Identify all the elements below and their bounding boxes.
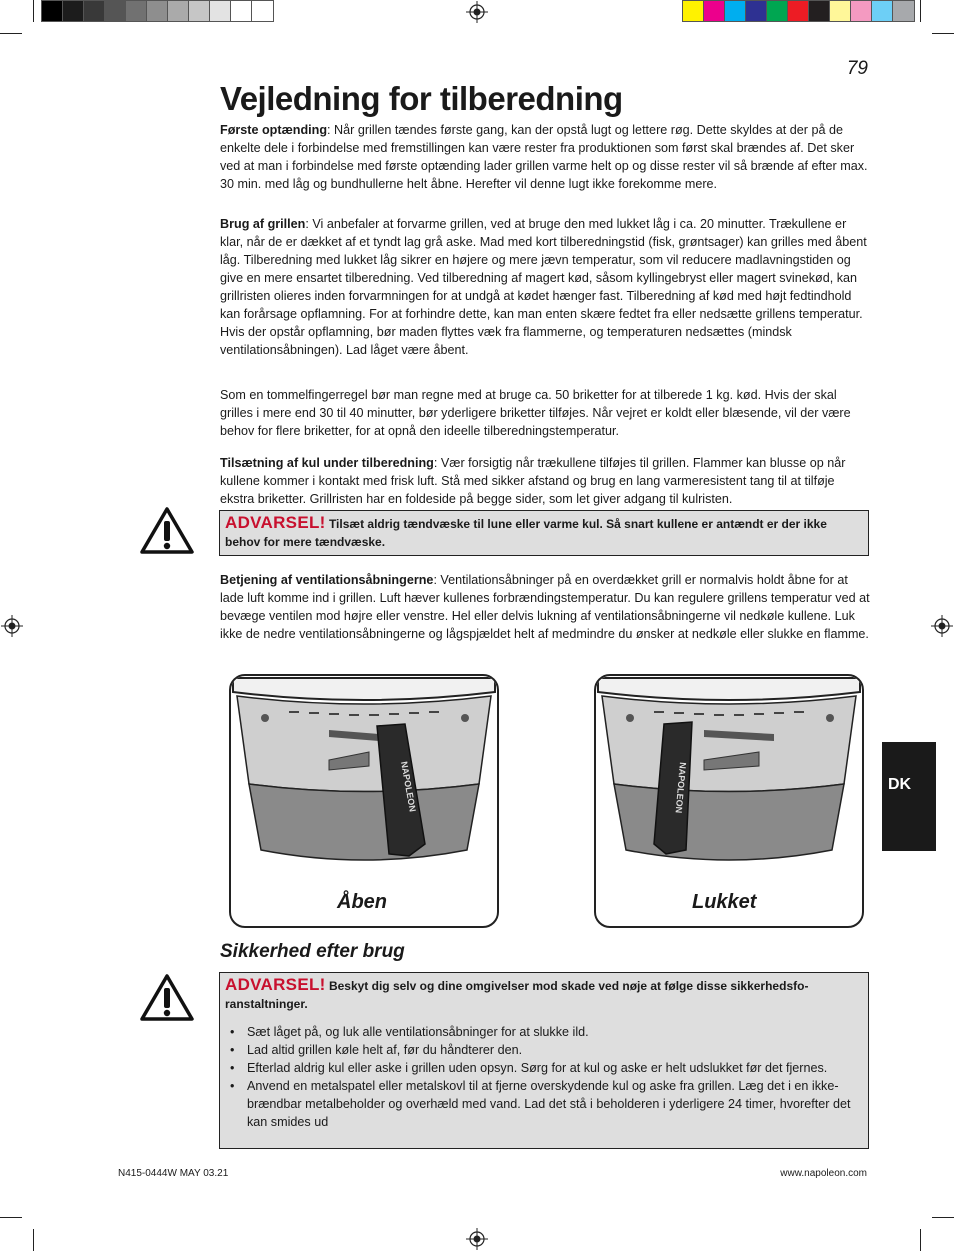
- use-body: : Vi anbefaler at forvarme grillen, ved at bruge den med lukket låg i ca. 20 minutter. Trækullene er klar, når de er dækket af et tyndt lag grå aske. Mad med kort tilberedningstid (fisk, grøntsager) kan grilles med åbent låg. Tilberedning med lukket låg sikrer en højere og mere jævn temperatur, som vil reducere madlavningstiden og give en mere ensartet tilberedning. Ved tilberedning af magert kød, såsom kyllingebryst eller magert svinekød, kan grillristen olieres inden forvarmningen for at undgå at kødet hænger fast. Tilberedning af kød med højt fedtindhold kan forårsage opflamning. For at forhindre dette, kan man enten skære fedtet fra eller nedsætte grillens temperatur. Hvis der opstår opflamning, bør maden flyttes væk fra flammerne, og temperaturen nedsættes (mindsk ventilationsåbningen). Lad låget være åbent.: [220, 217, 867, 357]
- figure-vent-open: [229, 674, 499, 928]
- list-item: • Lad altid grillen køle helt af, før du håndterer den.: [225, 1041, 863, 1059]
- safety-heading: Sikkerhed efter brug: [220, 941, 405, 962]
- cmyk-color-bar: [682, 0, 915, 22]
- crop-mark: [33, 0, 34, 22]
- crop-mark: [932, 1217, 954, 1218]
- use-lead: Brug af grillen: [220, 217, 306, 231]
- grill-vent-closed-illustration: [594, 674, 864, 928]
- first-ignition-paragraph: [220, 121, 870, 193]
- list-item: • Efterlad aldrig kul eller aske i grillen uden opsyn. Sørg for at kul og aske er helt udslukket før det fjernes.: [225, 1059, 863, 1077]
- crop-mark: [33, 1229, 34, 1251]
- page-title: Vejledning for tilberedning: [220, 80, 623, 117]
- warning-box-safety: [219, 972, 869, 1149]
- footer-code: N415-0444W MAY 03.21: [118, 1168, 229, 1179]
- adding-coal-paragraph: [220, 454, 870, 508]
- grayscale-color-bar: [41, 0, 274, 22]
- warning-label: ADVARSEL!: [225, 513, 326, 532]
- safety-warning-label: ADVARSEL!: [225, 975, 326, 994]
- vents-body: : Ventilationsåbninger på en overdækket grill er normalvis holdt åbne for at lade luft komme ind i grillen. Luft hæver kullenes forbrændingstemperatur. Du kan regulere grillens temperatur ved at bevæge ventilen mod højre eller venstre. Hel eller delvis lukning af ventilationsåbningerne vil nedkøle kullene. Luk ikke de nedre ventilationsåbningerne og lågspjældet helt af medmindre du ønsker at nedkøle eller slukke en flamme.: [220, 573, 870, 641]
- crop-mark: [932, 33, 954, 34]
- registration-mark-icon: [1, 615, 23, 637]
- handle-brand-text: NAPOLEON: [673, 761, 688, 814]
- figure-vent-closed: [594, 674, 864, 928]
- crop-mark: [0, 33, 22, 34]
- vents-paragraph: [220, 571, 870, 643]
- rule-of-thumb-paragraph: Som en tommelfingerregel bør man regne med at bruge ca. 50 briketter for at tilberede 1 kg. kød. Hvis der skal grilles i mere end 30 til 40 minutter, bør yderligere briketter tilføjes. Når vejret er koldt eller blæsende, vil der være behov for flere briketter, for at opnå den ideelle tilberedningstemperatur.: [220, 388, 851, 438]
- first-ignition-body: : Når grillen tændes første gang, kan der opstå lugt og lettere røg. Dette skyldes at der på de enkelte dele i forbindelse med fremstillingen kan være rester fra produktionen som først skal brændes af. Det sker ved at man i forbindelse med første optænding lader grillen varme helt op og disse rester vil så brænde af efter max. 30 min. med låg og bundhullerne helt åbne. Herefter vil denne lugt ikke forekomme mere.: [220, 123, 868, 191]
- safety-warning-text: Beskyt dig selv og dine omgivelser mod skade ved nøje at følge disse sikkerhedsfo-ranstaltninger.: [225, 979, 809, 1011]
- adding-coal-lead: Tilsætning af kul under tilberedning: [220, 456, 434, 470]
- warning-triangle-icon: [139, 506, 195, 556]
- crop-mark: [920, 1229, 921, 1251]
- handle-brand-text: NAPOLEON: [399, 760, 418, 813]
- footer-website[interactable]: www.napoleon.com: [780, 1168, 867, 1179]
- list-item: • Anvend en metalspatel eller metalskovl til at fjerne overskydende kul og aske fra grillen. Læg det i en ikke-brændbar metalbeholder og overhæld med vand. Lad det stå i beholderen i yderligere 24 timer, hvorefter det kan smides ud: [225, 1077, 863, 1131]
- page-number: 79: [846, 58, 868, 79]
- grill-vent-open-illustration: [229, 674, 499, 928]
- figure-closed-label: Lukket: [692, 891, 757, 913]
- figure-open-label: Åben: [337, 891, 387, 913]
- registration-mark-icon: [931, 615, 953, 637]
- adding-coal-body: : Vær forsigtig når trækullene tilføjes til grillen. Flammer kan blusse op når kullene kommer i kontakt med frisk luft. Stå med sikker afstand og brug en lang varmeresistent tang til at tilføje ekstra briketter. Grillristen har en foldeside på begge sider, som let giver adgang til kulristen.: [220, 456, 846, 506]
- use-paragraph: [220, 215, 870, 359]
- crop-mark: [0, 1217, 22, 1218]
- language-tab: DK: [882, 742, 936, 851]
- warning-box-coal: [219, 510, 869, 556]
- registration-mark-icon: [466, 1228, 488, 1250]
- vents-lead: Betjening af ventilationsåbningerne: [220, 573, 434, 587]
- first-ignition-lead: Første optænding: [220, 123, 328, 137]
- warning-triangle-icon: [139, 973, 195, 1023]
- crop-mark: [920, 0, 921, 22]
- registration-mark-icon: [466, 1, 488, 23]
- safety-bullet-list: [225, 1023, 863, 1131]
- list-item: • Sæt låget på, og luk alle ventilationsåbninger for at slukke ild.: [225, 1023, 863, 1041]
- warning-text: Tilsæt aldrig tændvæske til lune eller varme kul. Så snart kullene er antændt er der ikke behov for mere tændvæske.: [225, 517, 827, 549]
